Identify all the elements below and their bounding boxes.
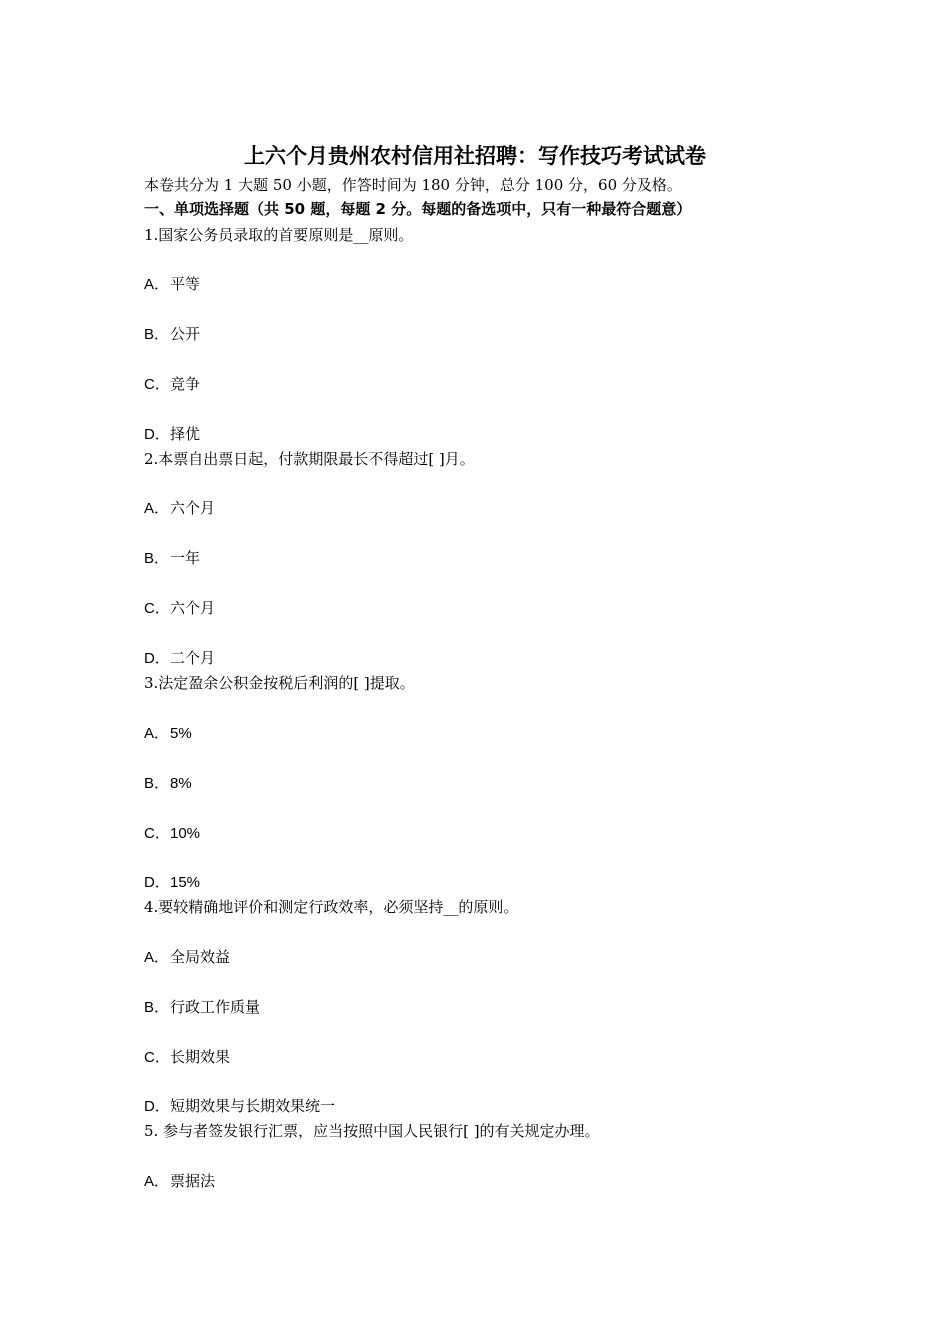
option-letter: A． <box>144 949 170 966</box>
option-letter: C． <box>144 1049 170 1066</box>
option-text: 二个月 <box>170 649 216 667</box>
option-letter: B． <box>144 775 170 792</box>
answer-option <box>144 547 200 570</box>
option-text: 竞争 <box>170 375 201 393</box>
question-stem: 3.法定盈余公积金按税后利润的[ ]提取。 <box>144 674 415 692</box>
option-text: 8% <box>170 775 192 792</box>
option-text: 平等 <box>170 275 201 293</box>
exam-intro: 本卷共分为 1 大题 50 小题，作答时间为 180 分钟，总分 100 分，60 分及格。 <box>144 176 682 194</box>
option-letter: B． <box>144 999 170 1016</box>
option-text: 六个月 <box>170 599 216 617</box>
answer-option <box>144 1095 335 1118</box>
option-letter: C． <box>144 825 170 842</box>
option-text: 短期效果与长期效果统一 <box>170 1097 336 1115</box>
answer-option <box>144 822 200 845</box>
question-stem: 4.要较精确地评价和测定行政效率，必须坚持__的原则。 <box>144 898 519 916</box>
option-letter: C． <box>144 376 170 393</box>
answer-option <box>144 722 192 745</box>
option-text: 票据法 <box>170 1172 216 1190</box>
question-stem: 2.本票自出票日起，付款期限最长不得超过[ ]月。 <box>144 450 475 468</box>
option-text: 15% <box>170 874 201 891</box>
option-text: 全局效益 <box>170 948 231 966</box>
question-stem: 5. 参与者签发银行汇票，应当按照中国人民银行[ ]的有关规定办理。 <box>144 1122 600 1140</box>
answer-option <box>144 323 200 346</box>
option-letter: D． <box>144 1098 170 1115</box>
answer-option <box>144 946 230 969</box>
answer-option <box>144 871 200 894</box>
option-text: 六个月 <box>170 499 216 517</box>
answer-option <box>144 1170 215 1193</box>
option-text: 一年 <box>170 549 201 567</box>
section-heading: 一、单项选择题（共 50 题，每题 2 分。每题的备选项中，只有一种最符合题意） <box>144 200 692 218</box>
option-letter: A． <box>144 500 170 517</box>
option-text: 5% <box>170 725 192 742</box>
option-letter: D． <box>144 874 170 891</box>
option-letter: D． <box>144 650 170 667</box>
option-letter: A． <box>144 725 170 742</box>
answer-option <box>144 373 200 396</box>
answer-option <box>144 423 200 446</box>
option-text: 择优 <box>170 425 201 443</box>
option-letter: B． <box>144 550 170 567</box>
option-letter: C． <box>144 600 170 617</box>
answer-option <box>144 497 215 520</box>
option-letter: B． <box>144 326 170 343</box>
question-stem: 1.国家公务员录取的首要原则是__原则。 <box>144 226 414 244</box>
option-text: 行政工作质量 <box>170 998 261 1016</box>
answer-option <box>144 647 215 670</box>
option-letter: A． <box>144 276 170 293</box>
option-letter: A． <box>144 1173 170 1190</box>
answer-option <box>144 772 192 795</box>
answer-option <box>144 273 200 296</box>
option-text: 10% <box>170 825 201 842</box>
option-letter: D． <box>144 426 170 443</box>
answer-option <box>144 597 215 620</box>
answer-option <box>144 996 260 1019</box>
option-text: 长期效果 <box>170 1048 231 1066</box>
document-title: 上六个月贵州农村信用社招聘：写作技巧考试试卷 <box>244 143 706 168</box>
answer-option <box>144 1046 230 1069</box>
option-text: 公开 <box>170 325 201 343</box>
